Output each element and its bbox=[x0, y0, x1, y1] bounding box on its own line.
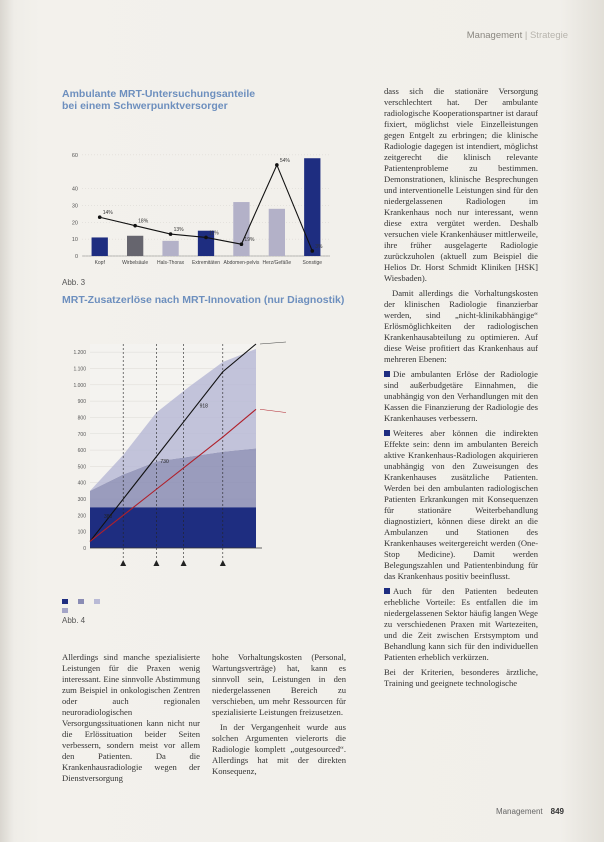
figure3-title-line2: bei einem Schwerpunktversorger bbox=[62, 100, 228, 112]
paragraph: In der Vergangenheit wurde aus solchen Argumenten vielerorts die Radiologie komplett „outgesourced“. Allerdings hat mit der direkten Konsequenz, bbox=[212, 722, 346, 776]
area-annotation: 730 bbox=[160, 459, 169, 466]
paragraph: hohe Vorhaltungskosten (Personal, Wartungsverträge) hat, kann es sinnvoll sein, Leistungen in den niedergelassenen Bereich zu verschieben, um mehr Ressourcen für spezialisierte Leistungen freizusetzen. bbox=[212, 652, 346, 717]
bullet-text: Auch für den Patienten bedeuten erhebliche Vorteile: Es entfallen die im niedergelassenen Sektor häufig langen Wege zu verschiedenen Praxen mit Wartezeiten, und die Zeit zwischen Erstsymptom und Behandlung kann sich für den individuellen Patienten erheblich verkürzen. bbox=[384, 586, 538, 662]
bar bbox=[127, 236, 143, 256]
figure3-title-line1: Ambulante MRT-Untersuchungsanteile bbox=[62, 88, 256, 100]
y-tick-label: 1.200 bbox=[73, 350, 86, 357]
legend-item-upper bbox=[94, 598, 102, 607]
paragraph: Bei der Kriterien, besonderes ärztliche, Training und geeignete technologische bbox=[384, 667, 538, 688]
figure4-legend bbox=[62, 598, 110, 616]
page-header bbox=[467, 30, 568, 41]
y-tick-label: 60 bbox=[71, 152, 78, 159]
area-layer bbox=[90, 507, 256, 548]
bar bbox=[304, 158, 320, 256]
figure3-label: Abb. 3 bbox=[62, 278, 86, 287]
y-tick-label: 200 bbox=[77, 513, 86, 520]
figure3-title bbox=[62, 88, 255, 112]
stage-marker bbox=[153, 560, 159, 566]
text-column-left bbox=[62, 652, 200, 788]
bullet-paragraph bbox=[384, 428, 538, 582]
y-tick-label: 100 bbox=[77, 529, 86, 536]
series-point bbox=[310, 249, 314, 253]
area-annotation: 388 bbox=[104, 513, 113, 520]
data-label: 3% bbox=[315, 243, 323, 250]
bullet-paragraph bbox=[384, 369, 538, 424]
bar bbox=[233, 202, 249, 256]
header-separator: | bbox=[524, 30, 528, 41]
legend-item-lower bbox=[78, 598, 86, 607]
y-tick-label: 600 bbox=[77, 448, 86, 455]
y-tick-label: 40 bbox=[71, 186, 78, 193]
data-label: 18% bbox=[138, 218, 149, 225]
bar bbox=[162, 241, 178, 256]
y-tick-label: 1.000 bbox=[73, 382, 86, 389]
figure4-title: MRT-Zusatzerlöse nach MRT-Innovation (nur Diagnostik) bbox=[62, 294, 345, 306]
series-point bbox=[169, 232, 173, 236]
page-footer bbox=[496, 807, 564, 816]
paragraph: Allerdings sind manche spezialisierte Leistungen für die Praxen wenig interessant. Eine sinnvolle Abstimmung zum Beispiel in onkologischen Zentren oder auch regionalen neuroradiologischen Versorgungssituationen kann nicht nur die Erlössituation beider Seiten verbessern, sondern meist vor allem den Patienten. Da die Krankenhausradiologie wegen der Dienstversorgung bbox=[62, 652, 200, 783]
bullet-icon bbox=[384, 430, 390, 436]
header-subsection: Strategie bbox=[529, 30, 568, 41]
series-point bbox=[275, 163, 279, 167]
bullet-text: Weiteres aber können die indirekten Effekte sein: denn im ambulanten Bereich aktive Krankenhaus-Radiologen akquirieren unabhängig von den Zuweisungen des Krankenhauses zusätzliche Patienten. Werden bei den ambulanten radiologischen Patienten Erkrankungen mit Konsequenzen für stationäre Weiterbehandlung diagnostiziert, können diese direkt an die Ambulanzen und Stationen des Krankenhauses weitergereicht werden (One-Stop Medicine). Damit werden Belegungszahlen und Patientenbindung für das Krankenhaus positiv beeinflusst. bbox=[384, 428, 538, 581]
area-annotation: 918 bbox=[199, 403, 208, 410]
data-label: 11% bbox=[209, 230, 219, 237]
x-tick-label: Herz/Gefäße bbox=[262, 260, 292, 266]
bar bbox=[92, 237, 108, 256]
y-tick-label: 700 bbox=[77, 431, 86, 438]
paragraph: Damit allerdings die Vorhaltungskosten der klinischen Radiologie finanzierbar werden, sind „nicht-klinikabhängige“ Erlösmöglichkeiten der radiologischen Krankenhausabteilung zu optimieren. Auf diese Weise profitiert das Krankenhaus auf mehreren Ebenen: bbox=[384, 288, 538, 364]
text-column-right bbox=[384, 86, 538, 693]
stage-marker bbox=[181, 560, 187, 566]
y-tick-label: 0 bbox=[83, 546, 86, 552]
x-tick-label: Wirbelsäule bbox=[122, 260, 149, 266]
paragraph: dass sich die stationäre Versorgung verschlechtert hat. Der ambulante radiologische Kooperationspartner ist darauf fixiert, möglichst viele Einzelleistungen gegen Entgelt zu erbringen; die klinische Radiologie dagegen ist intendiert, möglichst zeitgerecht die klinisch relevante Patientenprobleme zu bestimmen. Demonstrationen, klinische Besprechungen und interventionelle Leistungen sind für den niedergelassenen Radiologen im Krankenhaus noch nur interessant, wenn diese extra vergütet werden. Deshalb versuchen viele Krankenhäuser mittlerweile, ihre früher ausgelagerte Radiologie zurückzuholen (aktuell zum Beispiel die Helios Dr. Horst Schmidt Kliniken [HSK] Wiesbaden). bbox=[384, 86, 538, 283]
y-tick-label: 20 bbox=[71, 220, 78, 227]
series-point bbox=[98, 215, 102, 219]
series-point bbox=[204, 236, 208, 240]
data-label: 14% bbox=[102, 210, 113, 217]
x-tick-label: Sonstige bbox=[302, 260, 323, 266]
bullet-text: Die ambulanten Erlöse der Radiologie sind außerbudgetäre Einnahmen, die unabhängig von den Verhandlungen mit den Kassen die Finanzierung der Radiologie des Krankenhauses verbessern. bbox=[384, 369, 538, 423]
y-tick-label: 30 bbox=[71, 203, 78, 210]
series-point bbox=[133, 224, 137, 228]
bullet-icon bbox=[384, 588, 390, 594]
y-tick-label: 1.100 bbox=[73, 366, 86, 373]
x-tick-label: Abdomen-pelvis bbox=[223, 260, 260, 266]
bullet-icon bbox=[384, 371, 390, 377]
x-tick-label: Kopf bbox=[94, 260, 105, 266]
x-tick-label: Extremitäten bbox=[191, 260, 221, 266]
figure4-area-chart bbox=[60, 336, 342, 594]
y-tick-label: 300 bbox=[77, 497, 86, 504]
y-tick-label: 10 bbox=[71, 237, 78, 244]
data-label: 13% bbox=[173, 227, 184, 234]
y-tick-label: 800 bbox=[77, 415, 86, 422]
y-tick-label: 400 bbox=[77, 480, 86, 487]
page-number: 849 bbox=[550, 807, 564, 816]
data-label: 54% bbox=[279, 157, 290, 164]
series-point bbox=[240, 242, 244, 246]
bar bbox=[269, 209, 285, 256]
data-label: 19% bbox=[244, 237, 255, 244]
legend-item-top bbox=[62, 607, 70, 616]
text-column-middle bbox=[212, 652, 346, 781]
footer-journal: Management bbox=[495, 807, 543, 816]
header-section: Management bbox=[466, 30, 523, 41]
callout-leader bbox=[260, 342, 286, 344]
figure3-bar-chart bbox=[60, 114, 340, 284]
y-tick-label: 500 bbox=[77, 464, 86, 471]
y-tick-label: 900 bbox=[77, 399, 86, 406]
figure4-label: Abb. 4 bbox=[62, 616, 86, 625]
bullet-paragraph bbox=[384, 586, 538, 663]
y-tick-label: 0 bbox=[74, 254, 78, 260]
stage-marker bbox=[120, 560, 126, 566]
callout-leader bbox=[260, 409, 286, 412]
x-tick-label: Hals-Thorax bbox=[156, 260, 185, 266]
stage-marker bbox=[220, 560, 226, 566]
legend-item-base bbox=[62, 598, 70, 607]
